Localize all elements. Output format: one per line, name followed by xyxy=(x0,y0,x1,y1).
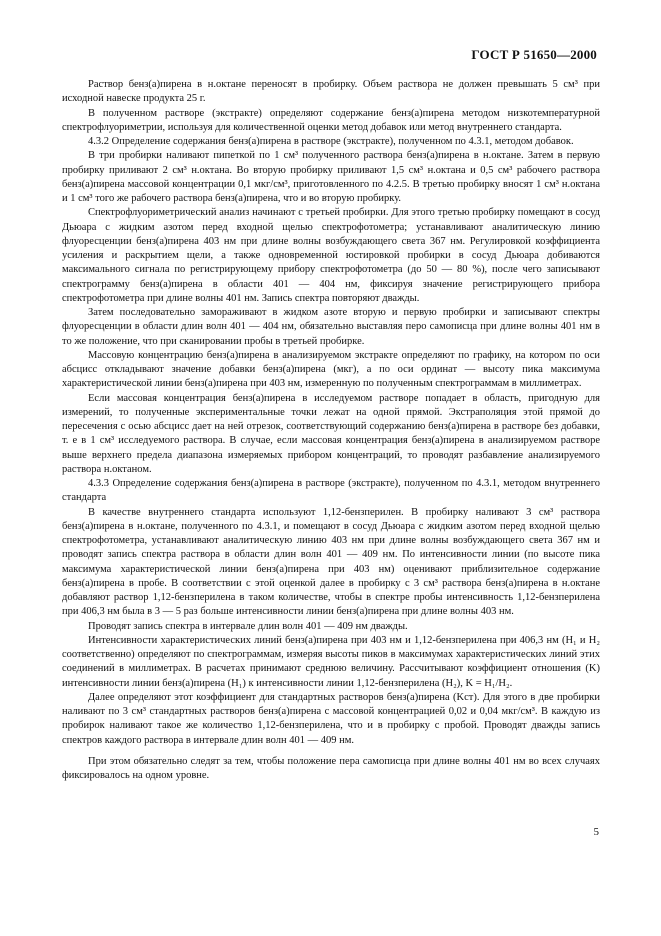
paragraph: В качестве внутреннего стандарта используют 1,12-бензперилен. В пробирку наливают 3 см³ раствора бенз(а)пирена в н.октане, полученного по 4.3.1, и помещают в сосуд Дьюара с жидким азотом перед входной щелью спектрофотометра, устанавливают аналитическую линию 403 нм при длине волны возбуждающего света 367 нм и проводят запись спектра раствора в области длин волн 401 — 409 нм. По интенсивности линии (по высоте пика максимума характеристической линии бенз(а)пирена при 403 нм) оценивают приблизительное содержание бенз(а)пирена в пробе. В соответствии с этой оценкой далее в пробирку с 3 см³ раствора бенз(а)пирена в н.октане добавляют раствор 1,12-бензперилена в таком количестве, чтобы в спектре пробы интенсивность 1,12-бензперилена при 406,3 нм была в 3 — 5 раз больше интенсивности линии бенз(а)пирена при длине волны 403 нм. xyxy=(62,506,600,618)
paragraph: При этом обязательно следят за тем, чтобы положение пера самописца при длине волны 401 нм во всех случаях фиксировалось на одном уровне. xyxy=(62,755,600,781)
paragraph: Массовую концентрацию бенз(а)пирена в анализируемом экстракте определяют по графику, на котором по оси абсцисс откладывают значение добавки бенз(а)пирена (мкг), а по оси ординат — высоту пика максимума характеристической линии бенз(а)пирена при 403 нм, измеренную по полученным спектрограммам в миллиметрах. xyxy=(62,349,600,390)
section-heading-4-3-3: 4.3.3 Определение содержания бенз(а)пирена в растворе (экстракте), полученном по 4.3.1, методом внутреннего стандарта xyxy=(62,478,600,504)
document-code: ГОСТ Р 51650—2000 xyxy=(471,47,597,62)
paragraph: Интенсивности характеристических линий бенз(а)пирена при 403 нм и 1,12-бензперилена при 406,3 нм (H₁ и H₂ соответственно) определяют по спектрограммам, измеряя высоты пиков в максимумах характеристических линий этих соединений в миллиметрах. В расчетах принимают среднюю величину. Рассчитывают коэффициент отношения (K) интенсивности линии бенз(а)пирена (H₁) к интенсивности линии 1,12-бензперилена (H₂), K = H₁/H₂. xyxy=(62,634,600,689)
paragraph: Затем последовательно замораживают в жидком азоте вторую и первую пробирки и записывают спектры флуоресценции в области длин волн 401 — 404 нм, обязательно выставляя перо самописца при длине волны 401 нм в то же положение, что при сканировании пробы в третьей пробирке. xyxy=(62,307,600,347)
section-heading-4-3-2: 4.3.2 Определение содержания бенз(а)пирена в растворе (экстракте), полученном по 4.3.1, методом добавок. xyxy=(88,136,574,147)
paragraph: Спектрофлуориметрический анализ начинают с третьей пробирки. Для этого третью пробирку помещают в сосуд Дьюара с жидким азотом перед входной щелью спектрофотометра; устанавливают аналитическую линию флуоресценции бенз(а)пирена 403 нм при длине волны возбуждающего света 367 нм. Регулировкой коэффициента усиления и раскрытием щели, а также одновременной юстировкой пробирки в сосуд Дьюара добиваются максимального сигнала по регистрирующему прибору спектрофотометра (до 50 — 80 %), после чего записывают спектрограмму бенз(а)пирена в области 401 — 404 нм, фиксируя значение регистрирующего прибора спектрофотометра при длине волны 401 нм. Запись спектра повторяют дважды. xyxy=(62,207,600,304)
paragraph: Если массовая концентрация бенз(а)пирена в исследуемом растворе попадает в область, пригодную для измерений, то полученные экспериментальные точки лежат на одной прямой. Экстраполяция этой прямой до пересечения с осью абсцисс дает на ней отрезок, соответствующий содержанию бенз(а)пирена в растворе без добавки, т. е в 1 см³ исследуемого раствора. В случае, если массовая концентрация бенз(а)пирена в анализируемом растворе выше верхнего предела диапазона измеряемых прибором концентраций, то проводят разбавление анализируемого раствора н.октаном. xyxy=(62,392,600,475)
paragraph: Проводят запись спектра в интервале длин волн 401 — 409 нм дважды. xyxy=(88,620,408,632)
paragraph: Раствор бенз(а)пирена в н.октане переносят в пробирку. Объем раствора не должен превышать 5 см³ при исходной навеске продукта 25 г. xyxy=(62,79,600,105)
paragraph: Далее определяют этот коэффициент для стандартных растворов бенз(а)пирена (Kст). Для этого в две пробирки наливают по 3 см³ стандартных растворов бенз(а)пирена с массовой концентрацией 0,02 и 0,04 мкг/см³. В каждую из пробирок наливают такое же количество 1,12-бензперилена, что и в пробирку с пробой. Проводят дважды запись спектров каждого раствора в интервале длин волн 401 — 409 нм. xyxy=(62,691,600,746)
paragraph: В три пробирки наливают пипеткой по 1 см³ полученного раствора бенз(а)пирена в н.октане. Затем в первую пробирку приливают 2 см³ н.октана. Во вторую пробирку приливают 1,5 см³ н.октана и 0,5 см³ рабочего раствора бенз(а)пирена массовой концентрации 0,1 мкг/см³, приготовленного по 4.2.5. В третью пробирку вносят 1 см³ н.октана и 1 см³ того же рабочего раствора бенз(а)пирена, что и во вторую пробирку. xyxy=(62,150,600,204)
page-number: 5 xyxy=(593,826,599,838)
body-text xyxy=(62,78,600,783)
paragraph: В полученном растворе (экстракте) определяют содержание бенз(а)пирена методом низкотемпературной спектрофлуориметрии, используя для количественной оценки метод добавок или метод внутреннего стандарта. xyxy=(62,107,600,133)
